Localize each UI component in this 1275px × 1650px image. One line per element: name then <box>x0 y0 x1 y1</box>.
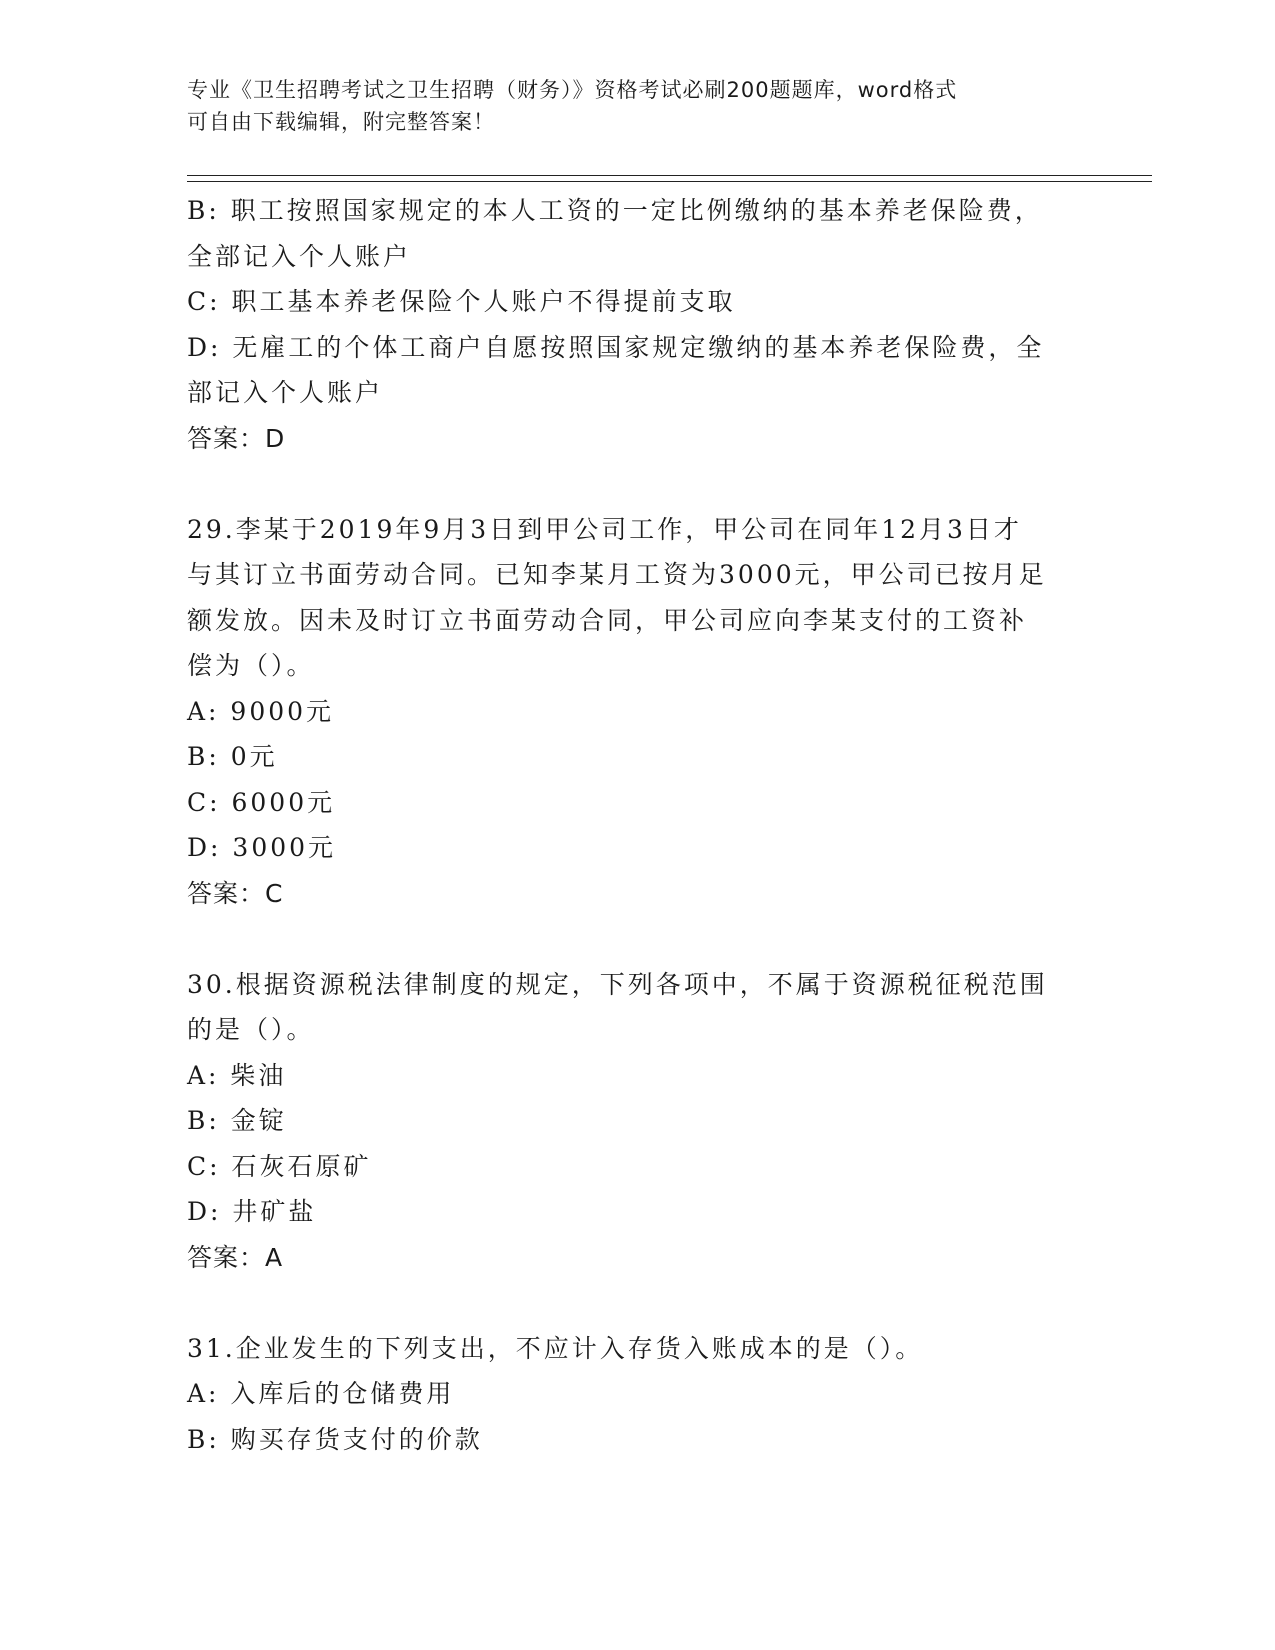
q30-stem-line-2: 的是（）。 <box>187 1015 315 1044</box>
q30-option-a: A: 柴油 <box>187 1060 287 1090</box>
document-header <box>187 74 1067 138</box>
q29-answer: 答案：C <box>187 878 284 908</box>
q30-stem-line-1: 30.根据资源税法律制度的规定，下列各项中，不属于资源税征税范围 <box>187 969 1048 999</box>
question-30 <box>187 962 1087 1281</box>
question-28 <box>187 188 1087 461</box>
header-title-line-2: 可自由下载编辑，附完整答案！ <box>187 110 495 134</box>
q29-option-c: C: 6000元 <box>187 787 336 817</box>
q28-option-b-line-1: B: 职工按照国家规定的本人工资的一定比例缴纳的基本养老保险费， <box>187 196 1043 225</box>
q30-option-c: C: 石灰石原矿 <box>187 1151 372 1181</box>
header-divider <box>187 175 1152 182</box>
q29-stem-line-2: 与其订立书面劳动合同。已知李某月工资为3000元，甲公司已按月足 <box>187 560 1047 589</box>
q30-answer: 答案：A <box>187 1242 284 1272</box>
q29-option-d: D: 3000元 <box>187 833 337 862</box>
q29-stem-line-1: 29.李某于2019年9月3日到甲公司工作，甲公司在同年12月3日才 <box>187 514 1022 544</box>
q31-option-b: B: 购买存货支付的价款 <box>187 1424 483 1454</box>
q29-stem-line-4: 偿为（）。 <box>187 651 315 680</box>
spacer <box>187 1280 1087 1326</box>
q28-option-c: C: 职工基本养老保险个人账户不得提前支取 <box>187 287 736 316</box>
q28-answer: 答案：D <box>187 423 286 453</box>
q28-option-d-line-2: 部记入个人账户 <box>187 378 384 407</box>
q28-option-b-line-2: 全部记入个人账户 <box>187 241 412 271</box>
q29-option-b: B: 0元 <box>187 742 278 771</box>
q29-stem-line-3: 额发放。因未及时订立书面劳动合同，甲公司应向李某支付的工资补 <box>187 605 1028 635</box>
q28-option-d-line-1: D: 无雇工的个体工商户自愿按照国家规定缴纳的基本养老保险费，全 <box>187 332 1045 362</box>
spacer <box>187 916 1087 962</box>
q30-option-b: B: 金锭 <box>187 1106 287 1135</box>
q31-option-a: A: 入库后的仓储费用 <box>187 1379 455 1408</box>
header-title-line-1: 专业《卫生招聘考试之卫生招聘（财务）》资格考试必刷200题题库，word格式 <box>187 78 958 102</box>
spacer <box>187 461 1087 507</box>
question-29 <box>187 507 1087 917</box>
question-31 <box>187 1326 1087 1463</box>
document-body <box>187 188 1087 1462</box>
q31-stem-line-1: 31.企业发生的下列支出，不应计入存货入账成本的是（）。 <box>187 1333 924 1363</box>
q30-option-d: D: 井矿盐 <box>187 1197 317 1226</box>
q29-option-a: A: 9000元 <box>187 696 335 726</box>
